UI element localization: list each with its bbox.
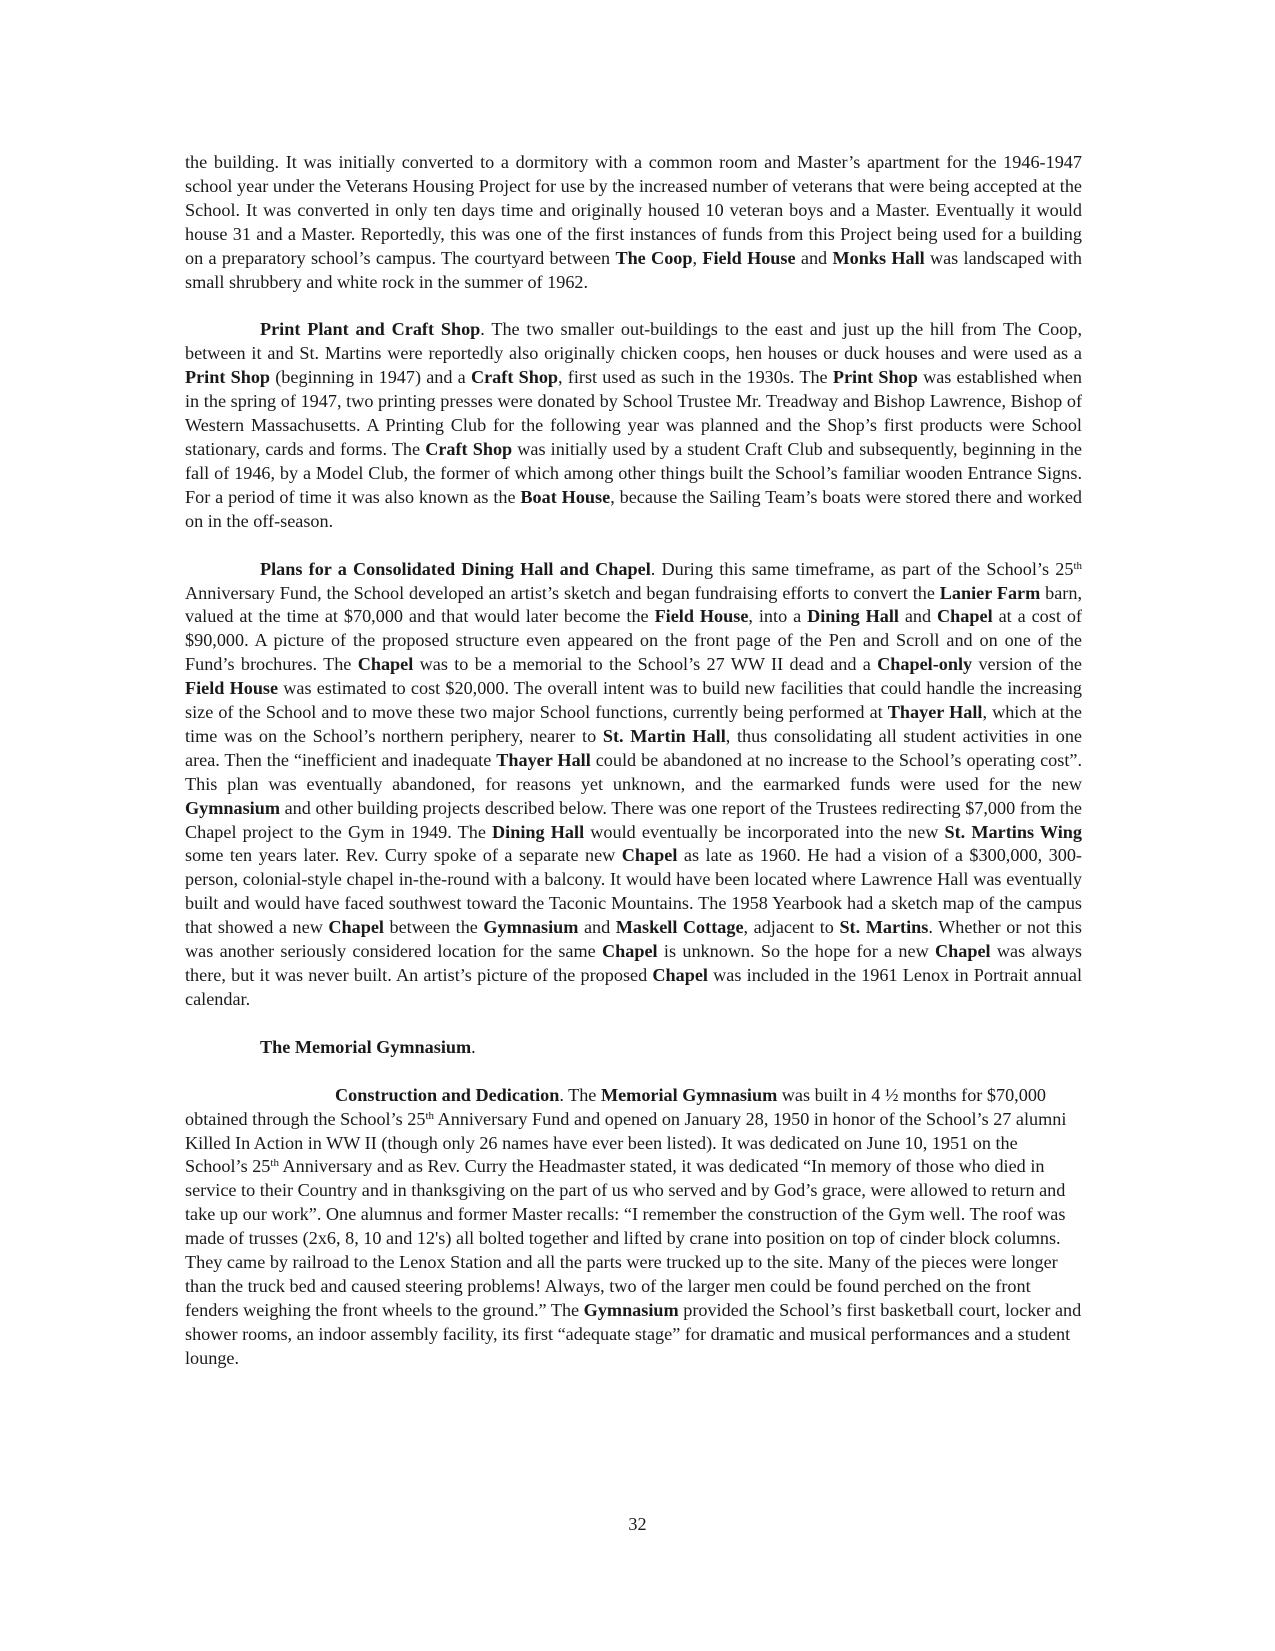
paragraph <box>185 1036 1082 1060</box>
text-run: between the <box>383 917 484 938</box>
bold-term: Field House <box>702 247 796 268</box>
text-run: provided the School’s first basketball court, locker and shower rooms, an indoor assembly facility, its first “adequate stage” for dramatic and musical performances and a student lounge. <box>185 1299 1082 1368</box>
text-run: would eventually be incorporated into the new <box>584 821 945 842</box>
text-run: could be abandoned at no increase to the School’s operating cost”. This plan was eventually abandoned, for reasons yet unknown, and the earmarked funds were used for the new <box>185 749 1082 794</box>
bold-term: Thayer Hall <box>887 702 983 723</box>
bold-term: Dining Hall <box>807 606 899 627</box>
paragraph-spacer <box>185 1060 1082 1084</box>
bold-term: Boat House <box>520 486 611 507</box>
bold-term: Craft Shop <box>425 438 513 459</box>
text-run: and <box>795 247 833 268</box>
document-body <box>185 151 1082 1371</box>
text-run: was established when in the spring of 1947, two printing presses were donated by School Trustee Mr. Treadway and Bishop Lawrence, Bishop of Western Massachusetts. A Printing Club for the following year was planned and the Shop’s first products were School stationary, cards and forms. The <box>185 367 1082 459</box>
text-run: , thus consolidating all student activities in one area. Then the “inefficient and inadequate <box>185 725 1083 770</box>
bold-term: The Memorial Gymnasium <box>260 1036 472 1057</box>
text-run: Anniversary Fund and opened on January 28, 1950 in honor of the School’s 27 alumni Killed In Action in WW II (though only 26 names have ever been listed). It was dedicated on June 10, 1951 on the School’s 25 <box>185 1108 1067 1177</box>
bold-term: Gymnasium <box>483 917 579 938</box>
text-run: . During this same timeframe, as part of the School’s 25 <box>650 558 1074 579</box>
paragraph <box>185 151 1082 294</box>
text-run: . The two smaller out-buildings to the east and just up the hill from The Coop, between it and St. Martins were reportedly also originally chicken coops, hen houses or duck houses and were used as a <box>185 319 1082 364</box>
text-run: was built in 4 ½ months for $70,000 obtained through the School’s 25 <box>185 1084 1047 1129</box>
paragraph <box>185 558 1082 1012</box>
text-run: , because the Sailing Team’s boats were stored there and worked on in the off-season. <box>185 486 1082 531</box>
paragraph-spacer <box>185 534 1082 558</box>
paragraph-spacer <box>185 1012 1082 1036</box>
text-run: , which at the time was on the School’s northern periphery, nearer to <box>185 702 1083 746</box>
paragraph <box>185 1084 1082 1371</box>
bold-term: Craft Shop <box>470 367 559 388</box>
text-run: and <box>898 606 938 627</box>
superscript: th <box>270 1157 279 1170</box>
text-run: was estimated to cost $20,000. The overall intent was to build new facilities that could handle the increasing size of the School and to move these two major School functions, currently being performed at <box>185 678 1082 723</box>
text-run: as late as 1960. He had a vision of a $300,000, 300-person, colonial-style chapel in-the-round with a balcony. It would have been located where Lawrence Hall was eventually built and would have faced southwest toward the Taconic Mountains. The 1958 Yearbook had a sketch map of the campus that showed a new <box>185 845 1082 938</box>
text-run: , first used as such in the 1930s. The <box>558 367 833 388</box>
text-run: was to be a memorial to the School’s 27 WW II dead and a <box>413 654 878 675</box>
text-run: , into a <box>748 606 808 627</box>
bold-term: St. Martins <box>839 917 929 938</box>
bold-term: Maskell Cottage <box>615 917 744 938</box>
text-run: was always there, but it was never built. An artist’s picture of the proposed <box>185 941 1083 985</box>
text-run: Anniversary Fund, the School developed an artist’s sketch and began fundraising efforts to convert the <box>185 582 940 603</box>
superscript: th <box>1073 559 1082 572</box>
text-run: , <box>692 247 703 268</box>
text-run: . The <box>559 1084 601 1105</box>
bold-term: Dining Hall <box>492 821 585 842</box>
text-run: version of the <box>972 654 1082 675</box>
text-run: . <box>471 1036 476 1057</box>
text-run: was included in the 1961 Lenox in Portrait annual calendar. <box>185 965 1082 1009</box>
bold-term: Chapel <box>357 654 414 675</box>
bold-term: Field House <box>185 678 279 699</box>
text-run: , adjacent to <box>743 917 840 938</box>
superscript: th <box>425 1109 435 1122</box>
bold-term: Memorial Gymnasium <box>600 1084 778 1105</box>
text-run: barn, valued at the time at $70,000 and that would later become the <box>185 582 1082 627</box>
bold-term: St. Martin Hall <box>602 725 726 746</box>
text-run: (beginning in 1947) and a <box>270 367 471 388</box>
bold-term: Chapel <box>328 917 384 938</box>
text-run: at a cost of $90,000. A picture of the proposed structure even appeared on the front page of the Pen and Scroll and on one of the Fund’s brochures. The <box>185 606 1082 675</box>
bold-term: Field House <box>654 606 749 627</box>
text-run: was initially used by a student Craft Club and subsequently, beginning in the fall of 1946, by a Model Club, the former of which among other things built the School’s familiar wooden Entrance Signs. For a period of time it was also known as the <box>185 438 1082 507</box>
bold-term: Chapel <box>935 941 991 962</box>
bold-term: Thayer Hall <box>496 749 591 770</box>
bold-term: Lanier Farm <box>939 582 1041 603</box>
bold-term: Chapel <box>602 941 658 962</box>
text-run: and other building projects described below. There was one report of the Trustees redirecting $7,000 from the Chapel project to the Gym in 1949. The <box>185 797 1082 842</box>
bold-term: Chapel <box>621 845 678 866</box>
text-run: is unknown. So the hope for a new <box>657 941 936 962</box>
text-run: the building. It was initially converted to a dormitory with a common room and Master’s apartment for the 1946-1947 school year under the Veterans Housing Project for use by the increased number of veterans that were being accepted at the School. It was converted in only ten days time and originally housed 10 veteran boys and a Master. Eventually it would house 31 and a Master. Reportedly, this was one of the first instances of funds from this Project being used for a building on a preparatory school’s campus. The courtyard between <box>185 152 1082 268</box>
paragraph-spacer <box>185 294 1082 318</box>
text-run: and <box>578 917 616 938</box>
bold-term: Gymnasium <box>185 797 280 818</box>
text-run: Anniversary and as Rev. Curry the Headmaster stated, it was dedicated “In memory of those who died in service to their Country and in thanksgiving on the part of us who served and by God’s grace, were allowed to return and take up our work”. One alumnus and former Master recalls: “I remember the construction of the Gym well. The roof was made of trusses (2x6, 8, 10 and 12's) all bolted together and lifted by crane into position on top of cinder block columns. They came by railroad to the Lenox Station and all the parts were trucked up to the site. Many of the pieces were longer than the truck bed and caused steering problems! Always, two of the larger men could be found perched on the front fenders weighing the front wheels to the ground.” The <box>185 1156 1066 1320</box>
text-run: . Whether or not this was another seriously considered location for the same <box>185 917 1083 962</box>
bold-term: Construction and Dedication <box>335 1084 560 1105</box>
paragraph <box>185 318 1082 533</box>
bold-term: Print Shop <box>832 367 918 388</box>
text-run: some ten years later. Rev. Curry spoke of a separate new <box>185 845 622 866</box>
bold-term: The Coop <box>615 247 693 268</box>
bold-term: Chapel-only <box>877 654 973 675</box>
bold-term: St. Martins Wing <box>944 821 1082 842</box>
bold-term: Gymnasium <box>583 1299 679 1320</box>
text-run: was landscaped with small shrubbery and white rock in the summer of 1962. <box>185 247 1082 292</box>
bold-term: Print Plant and Craft Shop <box>260 319 481 340</box>
bold-term: Chapel <box>652 965 708 985</box>
bold-term: Monks Hall <box>832 247 925 268</box>
bold-term: Plans for a Consolidated Dining Hall and Chapel <box>260 558 651 579</box>
bold-term: Print Shop <box>185 367 271 388</box>
page-number: 32 <box>628 1514 647 1534</box>
bold-term: Chapel <box>937 606 993 627</box>
